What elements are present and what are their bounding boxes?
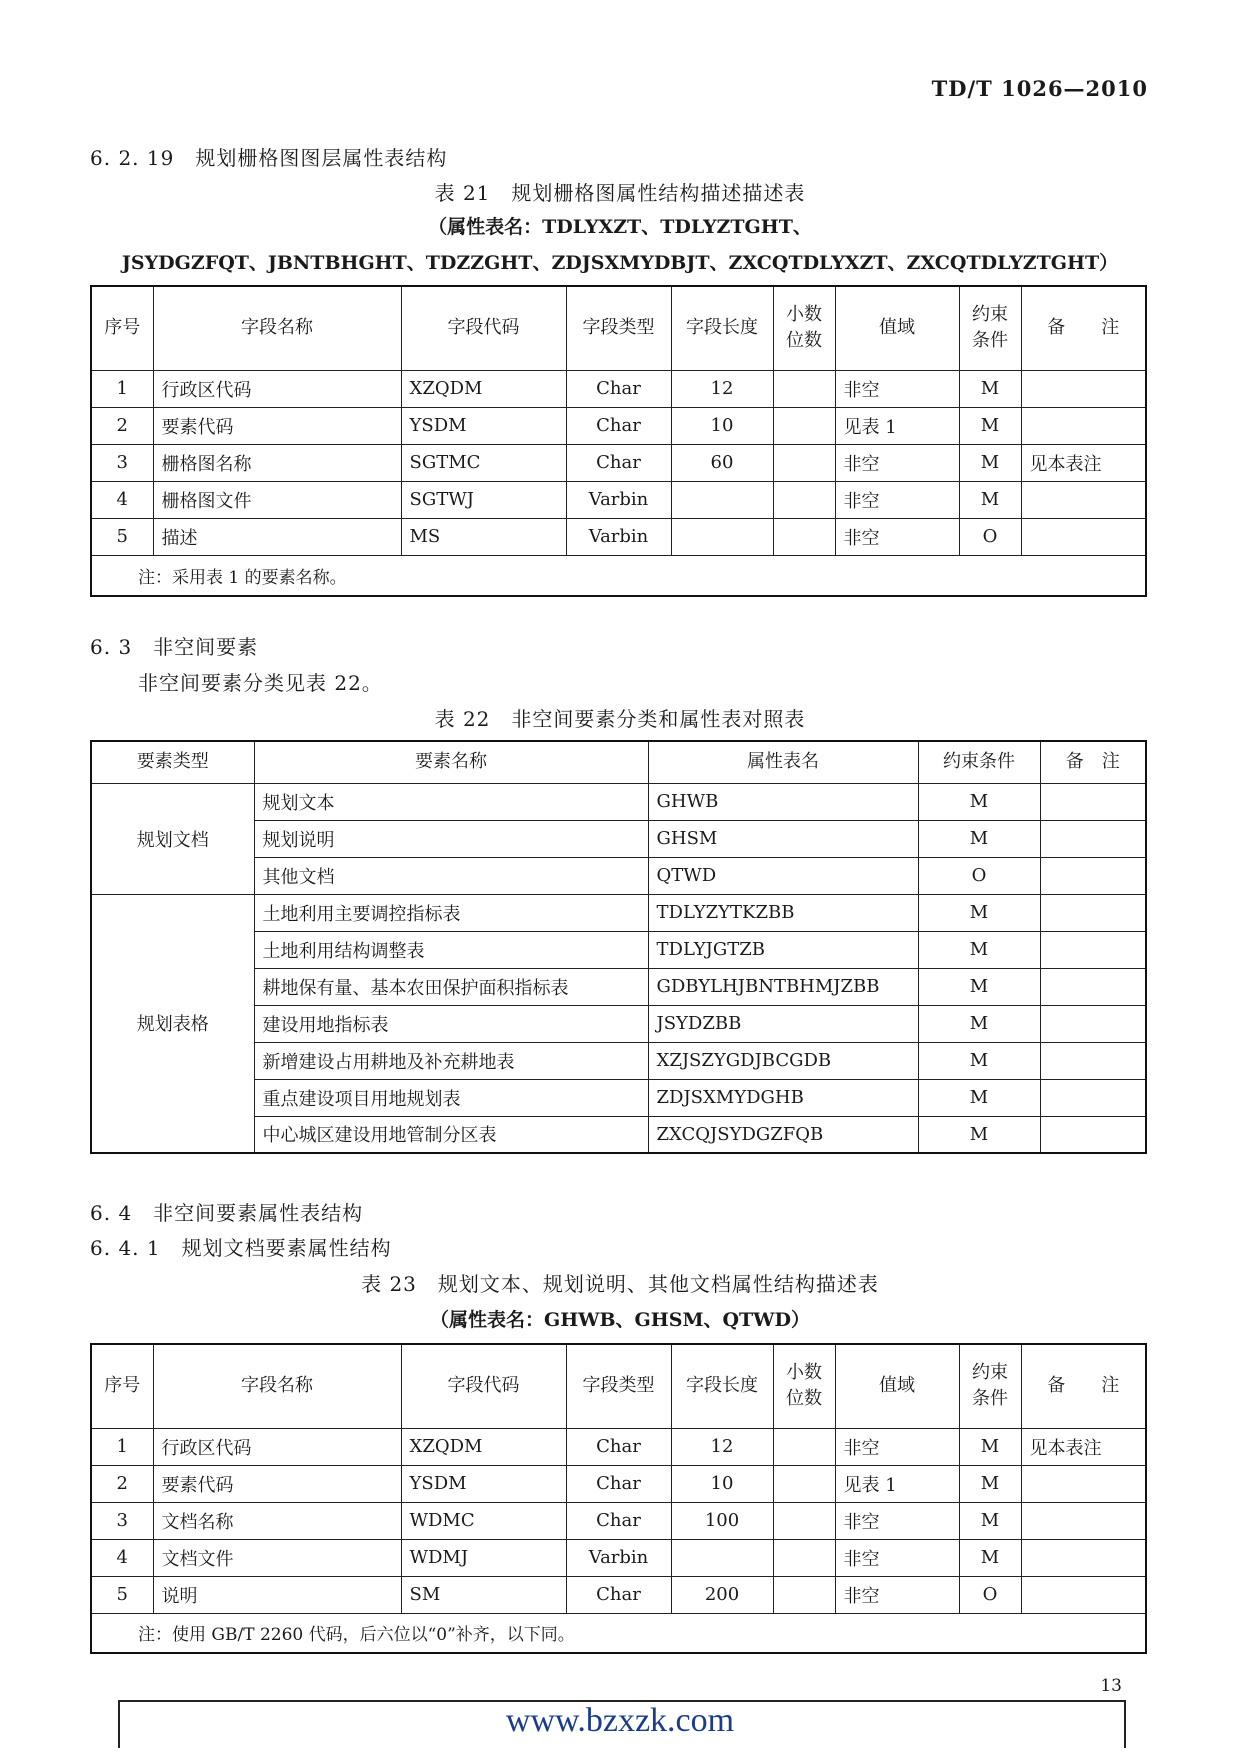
cell-remark [1040,894,1146,931]
cell-field-name: 行政区代码 [153,370,401,407]
cell-decimal [773,407,835,444]
header-constraint: 约束 条件 [959,286,1021,370]
cell-remark [1021,370,1146,407]
cell-constraint: O [918,857,1040,894]
cell-remark [1040,783,1146,820]
cell-field-type: Char [566,444,671,481]
cell-decimal [773,370,835,407]
table23-note: 注：使用 GB/T 2260 代码，后六位以“0”补齐，以下同。 [91,1613,1146,1653]
table-row [91,481,1146,518]
cell-attribute-table: TDLYZYTKZBB [648,894,918,931]
header-constraint: 约束 条件 [959,1344,1021,1428]
cell-element-type: 规划表格 [91,894,254,1153]
cell-seq: 3 [91,444,153,481]
cell-domain: 非空 [835,1539,959,1576]
table21-caption: 表 21 规划栅格图属性结构描述描述表 [434,181,806,205]
cell-field-code: SM [401,1576,566,1613]
cell-field-name: 行政区代码 [153,1428,401,1465]
section-6-2-19-title: 6. 2. 19 规划栅格图图层属性表结构 [90,146,448,170]
cell-constraint: M [918,1079,1040,1116]
cell-remark [1040,1079,1146,1116]
cell-constraint: M [918,1042,1040,1079]
cell-field-type: Char [566,1465,671,1502]
cell-decimal [773,1576,835,1613]
cell-constraint: M [959,1502,1021,1539]
cell-field-code: XZQDM [401,1428,566,1465]
cell-field-name: 栅格图文件 [153,481,401,518]
cell-field-length: 200 [671,1576,773,1613]
cell-field-length: 12 [671,1428,773,1465]
cell-domain: 非空 [835,1576,959,1613]
table-row [91,1465,1146,1502]
cell-decimal [773,481,835,518]
cell-decimal [773,1502,835,1539]
cell-field-type: Char [566,1428,671,1465]
cell-field-type: Varbin [566,481,671,518]
table23-note-row [91,1613,1146,1653]
cell-constraint: M [959,407,1021,444]
header-element-name: 要素名称 [254,741,648,783]
table-row [91,1539,1146,1576]
header-seq: 序号 [91,286,153,370]
cell-attribute-table: GHSM [648,820,918,857]
cell-domain: 非空 [835,370,959,407]
cell-field-type: Varbin [566,518,671,555]
cell-seq: 2 [91,1465,153,1502]
header-field-length: 字段长度 [671,1344,773,1428]
cell-element-name: 规划说明 [254,820,648,857]
cell-element-name: 其他文档 [254,857,648,894]
cell-attribute-table: ZDJSXMYDGHB [648,1079,918,1116]
table23 [90,1343,1147,1654]
cell-element-type: 规划文档 [91,783,254,894]
cell-remark [1021,1465,1146,1502]
cell-remark: 见本表注 [1021,1428,1146,1465]
table22 [90,740,1147,1154]
cell-field-length: 12 [671,370,773,407]
cell-remark [1040,1042,1146,1079]
cell-remark [1021,1576,1146,1613]
cell-field-type: Varbin [566,1539,671,1576]
section-6-4-title: 6. 4 非空间要素属性表结构 [90,1201,364,1225]
header-decimal: 小数 位数 [773,1344,835,1428]
table23-header-row [91,1344,1146,1428]
cell-element-name: 土地利用结构调整表 [254,931,648,968]
cell-field-type: Char [566,1502,671,1539]
cell-seq: 5 [91,518,153,555]
cell-constraint: M [918,1005,1040,1042]
cell-decimal [773,444,835,481]
table21-note-row [91,555,1146,596]
table-row [91,518,1146,555]
cell-seq: 1 [91,1428,153,1465]
cell-domain: 非空 [835,444,959,481]
table21 [90,285,1147,597]
header-field-type: 字段类型 [566,286,671,370]
cell-domain: 见表 1 [835,407,959,444]
cell-field-length: 60 [671,444,773,481]
cell-decimal [773,518,835,555]
cell-field-type: Char [566,370,671,407]
table21-attr-line2: JSYDGZFQT、JBNTBHGHT、TDZZGHT、ZDJSXMYDBJT、ZXCQTDLYXZT、ZXCQTDLYZTGHT） [121,252,1119,274]
cell-constraint: M [959,370,1021,407]
cell-attribute-table: ZXCQJSYDGZFQB [648,1116,918,1153]
cell-constraint: M [918,894,1040,931]
cell-constraint: O [959,1576,1021,1613]
header-decimal: 小数 位数 [773,286,835,370]
cell-constraint: M [959,1539,1021,1576]
table21-header-row [91,286,1146,370]
cell-constraint: M [918,931,1040,968]
cell-remark [1021,518,1146,555]
cell-decimal [773,1539,835,1576]
cell-constraint: M [959,481,1021,518]
cell-constraint: M [959,444,1021,481]
header-field-length: 字段长度 [671,286,773,370]
cell-domain: 见表 1 [835,1465,959,1502]
cell-remark [1040,1116,1146,1153]
table-row [91,783,1146,820]
cell-field-code: SGTMC [401,444,566,481]
table-row [91,407,1146,444]
cell-attribute-table: JSYDZBB [648,1005,918,1042]
cell-element-name: 建设用地指标表 [254,1005,648,1042]
header-domain: 值域 [835,1344,959,1428]
header-field-name: 字段名称 [153,286,401,370]
cell-field-type: Char [566,1576,671,1613]
document-number: TD/T 1026—2010 [931,76,1148,101]
cell-element-name: 规划文本 [254,783,648,820]
cell-domain: 非空 [835,1502,959,1539]
cell-remark [1021,407,1146,444]
table21-note: 注：采用表 1 的要素名称。 [91,555,1146,596]
cell-domain: 非空 [835,518,959,555]
cell-constraint: M [959,1465,1021,1502]
header-field-code: 字段代码 [401,286,566,370]
header-remark: 备 注 [1040,741,1146,783]
table21-attr-line1: （属性表名：TDLYXZT、TDLYZTGHT、 [428,216,812,238]
cell-decimal [773,1428,835,1465]
cell-field-length: 10 [671,407,773,444]
cell-field-name: 文档文件 [153,1539,401,1576]
cell-seq: 3 [91,1502,153,1539]
cell-field-length [671,481,773,518]
footer-url-link[interactable]: www.bzxzk.com [505,1702,735,1739]
table22-header-row [91,741,1146,783]
cell-remark [1021,1502,1146,1539]
cell-field-type: Char [566,407,671,444]
cell-element-name: 重点建设项目用地规划表 [254,1079,648,1116]
section-6-3-title: 6. 3 非空间要素 [90,635,259,659]
cell-field-code: WDMJ [401,1539,566,1576]
table-row [91,1576,1146,1613]
section-6-4-1-title: 6. 4. 1 规划文档要素属性结构 [90,1236,392,1260]
header-constraint: 约束条件 [918,741,1040,783]
cell-seq: 2 [91,407,153,444]
table-row [91,894,1146,931]
cell-field-code: YSDM [401,1465,566,1502]
cell-remark [1021,481,1146,518]
cell-attribute-table: GHWB [648,783,918,820]
section-6-3-paragraph: 非空间要素分类见表 22。 [138,671,383,695]
cell-constraint: M [918,968,1040,1005]
header-field-type: 字段类型 [566,1344,671,1428]
header-field-name: 字段名称 [153,1344,401,1428]
cell-element-name: 耕地保有量、基本农田保护面积指标表 [254,968,648,1005]
cell-remark [1040,931,1146,968]
cell-field-code: YSDM [401,407,566,444]
cell-seq: 5 [91,1576,153,1613]
table23-caption: 表 23 规划文本、规划说明、其他文档属性结构描述表 [361,1272,879,1296]
cell-remark [1021,1539,1146,1576]
cell-field-code: XZQDM [401,370,566,407]
cell-field-name: 说明 [153,1576,401,1613]
cell-field-length: 10 [671,1465,773,1502]
cell-constraint: M [918,783,1040,820]
cell-field-code: MS [401,518,566,555]
header-attribute-table: 属性表名 [648,741,918,783]
cell-seq: 4 [91,1539,153,1576]
cell-field-length: 100 [671,1502,773,1539]
cell-domain: 非空 [835,481,959,518]
table23-attr-line: （属性表名：GHWB、GHSM、QTWD） [429,1309,810,1331]
header-domain: 值域 [835,286,959,370]
cell-remark [1040,857,1146,894]
cell-domain: 非空 [835,1428,959,1465]
cell-field-length [671,518,773,555]
cell-field-name: 描述 [153,518,401,555]
header-element-type: 要素类型 [91,741,254,783]
cell-field-code: SGTWJ [401,481,566,518]
table-row [91,444,1146,481]
cell-seq: 4 [91,481,153,518]
table-row [91,370,1146,407]
table-row [91,1428,1146,1465]
cell-field-name: 要素代码 [153,1465,401,1502]
cell-constraint: M [918,1116,1040,1153]
cell-field-name: 文档名称 [153,1502,401,1539]
cell-field-name: 要素代码 [153,407,401,444]
cell-attribute-table: GDBYLHJBNTBHMJZBB [648,968,918,1005]
cell-attribute-table: QTWD [648,857,918,894]
cell-element-name: 新增建设占用耕地及补充耕地表 [254,1042,648,1079]
cell-field-code: WDMC [401,1502,566,1539]
cell-attribute-table: TDLYJGTZB [648,931,918,968]
header-seq: 序号 [91,1344,153,1428]
cell-remark [1040,968,1146,1005]
cell-attribute-table: XZJSZYGDJBCGDB [648,1042,918,1079]
cell-element-name: 中心城区建设用地管制分区表 [254,1116,648,1153]
cell-constraint: O [959,518,1021,555]
cell-constraint: M [959,1428,1021,1465]
header-field-code: 字段代码 [401,1344,566,1428]
header-remark: 备 注 [1021,286,1146,370]
header-remark: 备 注 [1021,1344,1146,1428]
cell-remark [1040,820,1146,857]
cell-remark [1040,1005,1146,1042]
cell-seq: 1 [91,370,153,407]
cell-constraint: M [918,820,1040,857]
cell-field-name: 栅格图名称 [153,444,401,481]
cell-remark: 见本表注 [1021,444,1146,481]
page-number: 13 [1100,1676,1122,1696]
cell-field-length [671,1539,773,1576]
cell-decimal [773,1465,835,1502]
cell-element-name: 土地利用主要调控指标表 [254,894,648,931]
table-row [91,1502,1146,1539]
table22-caption: 表 22 非空间要素分类和属性表对照表 [434,707,806,731]
